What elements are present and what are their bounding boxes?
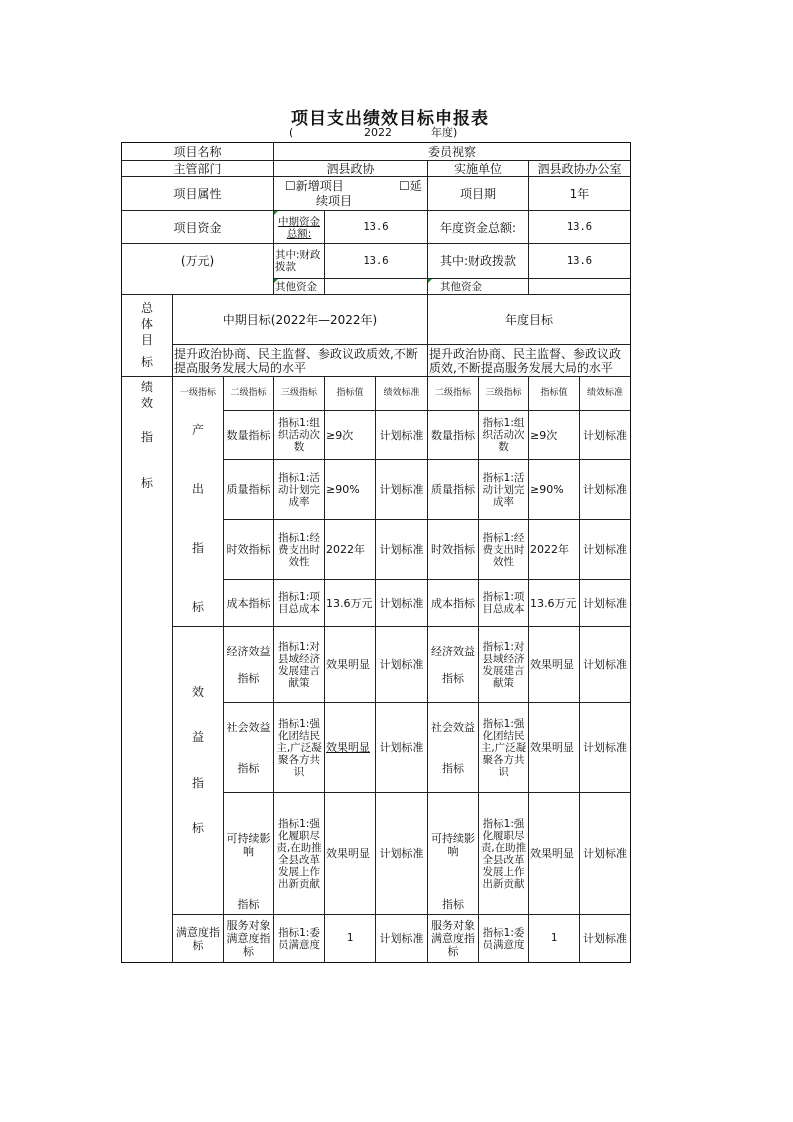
project-name-label: 项目名称	[173, 144, 222, 159]
row-sustain-l2-annual-text: 可持续影响	[431, 832, 475, 858]
output-indicators-label	[173, 411, 223, 626]
output-char: 指	[191, 540, 204, 555]
mid-term-goal-header: 中期目标(2022年—2022年)	[222, 312, 378, 327]
row-cost-l3-annual: 指标1:项目总成本	[482, 591, 525, 615]
output-char: 产	[191, 422, 204, 437]
overall-goals-char: 总	[140, 301, 153, 315]
benefit-char: 标	[191, 821, 204, 836]
header-standard-annual: 绩效标准	[586, 388, 623, 398]
row-economic-l2	[224, 627, 273, 702]
row-sustain-standard: 计划标准	[379, 847, 424, 860]
row-sustain-l3-annual: 指标1:强化履职尽责,在助推全县改革发展上作出新贡献	[480, 817, 527, 890]
header-level2: 二级指标	[230, 388, 267, 398]
fund-unit: (万元)	[180, 254, 215, 268]
header-level1: 一级指标	[179, 388, 216, 398]
row-satisfaction-standard: 计划标准	[379, 932, 424, 945]
overall-goals-char: 体	[140, 317, 153, 331]
year-fin-value: 13.6	[566, 254, 593, 267]
row-quantity-l2: 数量指标	[226, 428, 271, 442]
row-timeliness-l3: 指标1:经费支出时效性	[278, 531, 320, 568]
project-period-value: 1年	[569, 186, 590, 201]
row-social-l3-annual: 指标1:强化团结民主,广泛凝聚各方共识	[480, 717, 527, 778]
row-social-l2-annual-text: 社会效益	[431, 720, 475, 734]
output-char: 标	[191, 599, 204, 614]
year-close-label: 年度)	[431, 126, 458, 139]
perf-side-char: 标	[140, 476, 153, 490]
row-economic-l3: 指标1:对县域经济发展建言献策	[278, 640, 320, 689]
header-standard: 绩效标准	[383, 388, 420, 398]
row-economic-l2-text: 经济效益	[226, 644, 271, 658]
year-value: 2022	[364, 126, 392, 139]
perf-side-char: 效	[140, 396, 153, 410]
year-other-fund-label: 其他资金	[440, 280, 482, 293]
row-quantity-l3: 指标1:组织活动次数	[278, 417, 320, 453]
mid-total-label: 中期资金总额:	[278, 215, 320, 240]
project-period-label: 项目期	[459, 186, 496, 201]
mid-term-goal-text: 提升政治协商、民主监督、参政议政质效,不断提高服务发展大局的水平	[174, 346, 418, 375]
row-cost-l3: 指标1:项目总成本	[278, 591, 320, 615]
header-value-annual: 指标值	[540, 388, 568, 398]
header-value: 指标值	[336, 388, 364, 398]
header-level2-annual: 二级指标	[434, 388, 471, 398]
row-quantity-l2-annual: 数量指标	[431, 428, 475, 442]
row-social-l2-annual-suffix: 指标	[442, 761, 464, 775]
row-social-value-annual: 效果明显	[530, 741, 574, 754]
row-sustain-value: 效果明显	[326, 847, 370, 860]
mid-total-value: 13.6	[363, 221, 389, 233]
row-quality-standard: 计划标准	[379, 483, 424, 496]
row-quality-value-annual: ≥90%	[530, 483, 564, 496]
fund-label: 项目资金	[173, 220, 222, 235]
row-economic-value-annual: 效果明显	[530, 658, 574, 671]
year-total-value: 13.6	[566, 221, 593, 233]
row-sustain-l2-annual	[428, 793, 478, 914]
row-quality-l3-annual: 指标1:活动计划完成率	[482, 471, 525, 508]
year-fin-label: 其中:财政拨款	[439, 254, 517, 268]
impl-unit-label: 实施单位	[453, 161, 502, 176]
row-satisfaction-standard-annual: 计划标准	[583, 932, 627, 945]
row-social-l3: 指标1:强化团结民主,广泛凝聚各方共识	[276, 717, 322, 778]
row-social-l2-suffix: 指标	[237, 761, 260, 775]
row-economic-standard-annual: 计划标准	[583, 658, 627, 671]
benefit-char: 效	[191, 684, 204, 699]
perf-indicators-side-label	[122, 377, 172, 517]
row-sustain-l3: 指标1:强化履职尽责,在助推全县改革发展上作出新贡献	[276, 817, 322, 890]
row-cost-value-annual: 13.6万元	[530, 596, 577, 610]
row-social-l2-text: 社会效益	[226, 720, 271, 734]
row-timeliness-standard-annual: 计划标准	[583, 543, 627, 556]
row-economic-value: 效果明显	[326, 658, 370, 671]
row-sustain-l2-annual-suffix: 指标	[442, 898, 464, 911]
header-level3: 三级指标	[280, 388, 317, 398]
benefit-char: 益	[191, 730, 204, 745]
overall-goals-char: 目	[140, 333, 153, 347]
row-economic-l2-suffix: 指标	[237, 671, 260, 685]
other-fund-label: 其他资金	[275, 280, 317, 293]
row-satisfaction-l3: 指标1:委员满意度	[278, 926, 320, 951]
row-timeliness-standard: 计划标准	[379, 543, 424, 556]
row-timeliness-value: 2022年	[326, 543, 365, 556]
impl-unit-value: 泗县政协办公室	[537, 161, 622, 176]
year-open-paren: (	[289, 126, 294, 139]
row-quantity-standard-annual: 计划标准	[583, 428, 627, 442]
row-social-standard: 计划标准	[379, 741, 424, 754]
row-quantity-value-annual: ≥9次	[530, 428, 558, 442]
row-economic-l2-annual-text: 经济效益	[431, 644, 475, 658]
row-timeliness-l3-annual: 指标1:经费支出时效性	[482, 531, 525, 568]
row-sustain-l2-suffix: 指标	[237, 898, 260, 911]
row-social-value: 效果明显	[326, 741, 370, 754]
attr-continue-checkbox[interactable]: ☐延	[399, 179, 422, 193]
benefit-char: 指	[191, 775, 204, 790]
row-economic-l2-annual-suffix: 指标	[442, 671, 464, 685]
row-cost-l2: 成本指标	[226, 596, 271, 610]
row-satisfaction-l2: 服务对象满意度指标	[226, 919, 271, 958]
row-sustain-value-annual: 效果明显	[530, 847, 574, 860]
row-timeliness-l2-annual: 时效指标	[431, 543, 475, 556]
attr-continue-label: 续项目	[316, 194, 353, 208]
row-timeliness-value-annual: 2022年	[530, 543, 569, 556]
row-sustain-l2-text: 可持续影响	[226, 832, 271, 858]
of-which-fin-label: 其中:财政拨款	[275, 249, 321, 273]
dept-label: 主管部门	[173, 161, 222, 176]
overall-goals-char: 标	[140, 355, 153, 369]
row-quality-value: ≥90%	[326, 483, 360, 496]
benefit-indicators-label	[173, 627, 223, 914]
row-quantity-standard: 计划标准	[379, 428, 424, 442]
row-sustain-standard-annual: 计划标准	[583, 847, 627, 860]
of-which-fin-value: 13.6	[363, 254, 389, 267]
overall-goals-side-label	[122, 295, 172, 376]
perf-side-char: 指	[140, 430, 153, 444]
row-social-l2-annual	[428, 703, 478, 792]
row-satisfaction-value: 1	[346, 932, 354, 944]
row-satisfaction-l3-annual: 指标1:委员满意度	[482, 926, 525, 951]
project-attr-label: 项目属性	[173, 186, 222, 201]
row-social-l2	[224, 703, 273, 792]
row-cost-standard: 计划标准	[379, 596, 424, 610]
row-economic-l2-annual	[428, 627, 478, 702]
annual-goal-header: 年度目标	[504, 312, 553, 327]
attr-new-checkbox[interactable]: ☐新增项目	[285, 179, 344, 193]
row-quality-l2: 质量指标	[226, 483, 271, 496]
row-cost-value: 13.6万元	[326, 596, 373, 610]
row-social-standard-annual: 计划标准	[583, 741, 627, 754]
row-satisfaction-value-annual: 1	[550, 932, 558, 944]
row-quality-l3: 指标1:活动计划完成率	[278, 471, 320, 508]
header-level3-annual: 三级指标	[485, 388, 522, 398]
output-char: 出	[191, 481, 204, 496]
year-total-label: 年度资金总额:	[439, 220, 517, 235]
row-satisfaction-l2-annual: 服务对象满意度指标	[431, 919, 475, 958]
row-quantity-value: ≥9次	[326, 428, 354, 442]
row-cost-standard-annual: 计划标准	[583, 596, 627, 610]
perf-side-char: 绩	[140, 380, 153, 394]
satisfaction-indicators-label: 满意度指标	[176, 925, 220, 952]
document-title: 项目支出绩效目标申报表	[291, 109, 489, 129]
row-quality-l2-annual: 质量指标	[431, 483, 475, 496]
row-economic-standard: 计划标准	[379, 658, 424, 671]
row-timeliness-l2: 时效指标	[226, 543, 271, 556]
annual-goal-text: 提升政治协商、民主监督、参政议政质效,不断提高服务发展大局的水平	[429, 346, 622, 375]
row-cost-l2-annual: 成本指标	[431, 596, 475, 610]
row-economic-l3-annual: 指标1:对县域经济发展建言献策	[482, 640, 525, 689]
row-sustain-l2	[224, 793, 273, 914]
project-name-value: 委员视察	[427, 144, 476, 159]
row-quality-standard-annual: 计划标准	[583, 483, 627, 496]
row-quantity-l3-annual: 指标1:组织活动次数	[482, 417, 525, 453]
dept-value: 泗县政协	[326, 161, 375, 176]
